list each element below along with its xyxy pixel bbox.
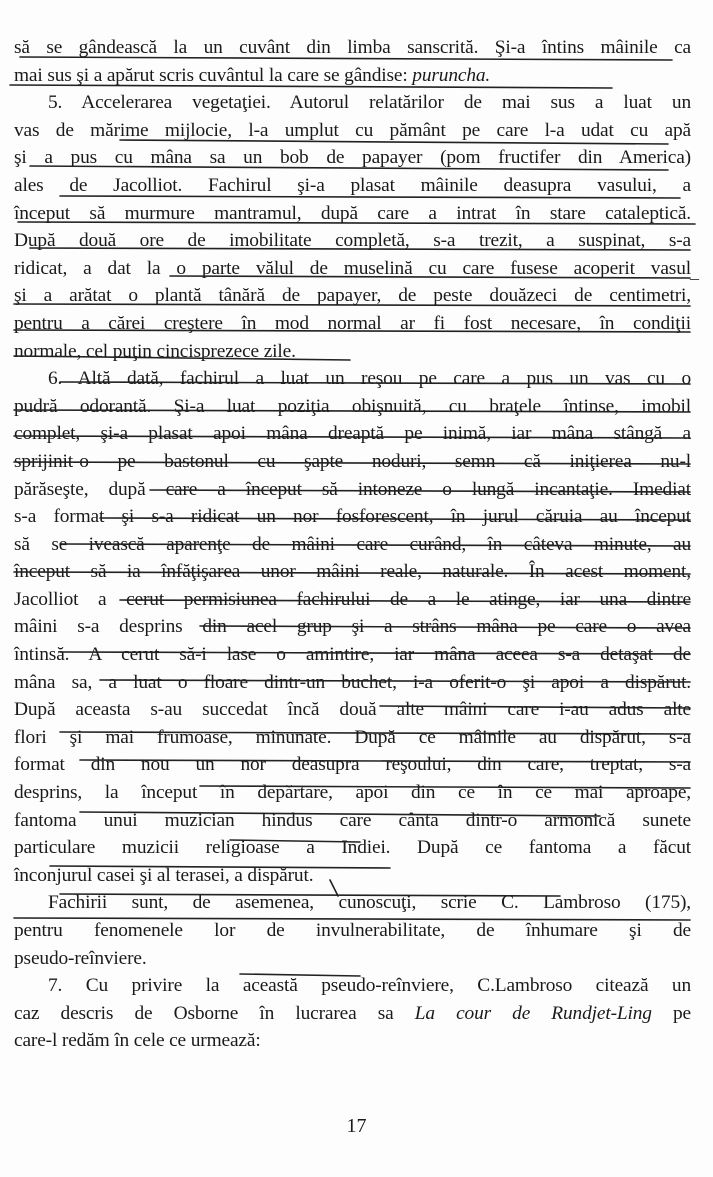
text-line — [14, 641, 691, 669]
text-line-content: pentru fenomenele lor de invulnerabilitate, de înhumare şi de — [14, 920, 691, 941]
text-line — [14, 779, 691, 807]
text-line-content: complet, şi-a plasat apoi mâna dreaptă pe inimă, iar mâna stângă a — [14, 423, 691, 445]
text-line-content: desprins, la început în depărtare, apoi din ce în ce mai aproape, — [14, 782, 691, 804]
page-number: 17 — [346, 1115, 367, 1137]
text-line — [14, 144, 691, 172]
text-line-content: 7. Cu privire la această pseudo-reînviere, C.Lambroso citează un — [48, 975, 691, 997]
body-text — [14, 34, 691, 1055]
text-line-content: pseudo-reînviere. — [14, 947, 147, 969]
text-line — [14, 613, 691, 641]
margin-mark: – — [690, 268, 699, 288]
text-line-content: caz descris de Osborne în lucrarea sa — [14, 1002, 415, 1024]
text-line — [14, 917, 691, 945]
text-line-content: mai sus şi a apărut scris cuvântul la care se gândise: — [14, 64, 413, 86]
text-line — [14, 420, 691, 448]
text-line-content: flori şi mai frumoase, minunate. După ce mâinile au dispărut, s-a — [14, 726, 691, 748]
text-line-content: şi a arătat o plantă tânără de papayer, de peste douăzeci de centimetri, — [14, 285, 691, 307]
text-line-content: şi a pus cu mâna sa un bob de papayer (pom fructifer din America) — [14, 147, 691, 169]
text-line-content: început să ia înfăţişarea unor mâini reale, naturale. În acest moment, — [14, 561, 691, 583]
text-line — [14, 889, 691, 917]
text-line-content: 5. Accelerarea vegetaţiei. Autorul relatărilor de mai sus a luat un — [48, 92, 691, 114]
text-line — [14, 558, 691, 586]
text-line — [14, 310, 691, 338]
text-line-content: să se gândească la un cuvânt din limba sanscrită. Şi-a întins mâinile ca — [14, 37, 691, 58]
text-line-content: înconjurul casei şi al terasei, a dispărut. — [14, 864, 314, 886]
text-line — [14, 62, 691, 90]
text-line — [14, 282, 691, 310]
text-line-content: părăseşte, după care a început să intoneze o lungă incantaţie. Imediat — [14, 478, 691, 500]
text-line-content: s-a format şi s-a ridicat un nor fosforescent, în jurul căruia au început — [14, 506, 691, 528]
italic-title: La cour de Rundjet-Ling — [414, 1002, 652, 1024]
text-line — [14, 531, 691, 559]
text-line — [14, 476, 691, 504]
text-line — [14, 503, 691, 531]
text-line-content: vas de mărime mijlocie, l-a umplut cu pământ pe care l-a udat cu apă — [14, 119, 691, 141]
text-line-content: După aceasta s-au succedat încă două alte mâini care i-au adus alte — [14, 699, 691, 721]
text-line — [14, 724, 691, 752]
text-line-content: normale, cel puţin cincisprezece zile. — [14, 340, 296, 362]
text-line-content: Jacolliot a cerut permisiunea fachirului de a le atinge, iar una dintre — [14, 588, 691, 610]
text-line — [14, 393, 691, 421]
text-line-content: mâini s-a desprins din acel grup şi a strâns mâna pe care o avea — [14, 616, 691, 638]
text-line — [14, 117, 691, 145]
text-line-content: ales de Jacolliot. Fachirul şi-a plasat mâinile deasupra vasului, a — [14, 174, 691, 196]
text-line — [14, 365, 691, 393]
text-line — [14, 1027, 691, 1055]
text-line — [14, 200, 691, 228]
text-line — [14, 669, 691, 697]
text-line-content: pudră odorantă. Şi-a luat poziţia obişnuită, cu braţele întinse, imobil — [14, 395, 691, 417]
text-line-content: pentru a cărei creştere în mod normal ar fi fost necesare, în condiţii — [14, 312, 691, 334]
text-line-content: 6. Altă dată, fachirul a luat un reşou pe care a pus un vas cu o — [48, 368, 691, 390]
text-line — [14, 972, 691, 1000]
text-line-content: Fachirii sunt, de asemenea, cunoscuţi, scrie C. Lambroso (175), — [48, 892, 691, 914]
text-line — [14, 945, 691, 973]
text-line — [14, 751, 691, 779]
text-line-tail: pe — [651, 1002, 691, 1024]
text-line — [14, 89, 691, 117]
text-line — [14, 172, 691, 200]
text-line-content: mâna sa, a luat o floare dintr-un buchet, i-a oferit-o şi apoi a dispărut. — [14, 671, 691, 693]
text-line — [14, 834, 691, 862]
text-line — [14, 696, 691, 724]
text-line — [14, 448, 691, 476]
text-line-content: fantoma unui muzician hindus care cânta dintr-o armonică sunete — [14, 809, 691, 831]
text-line-content: particulare muzicii religioase a Indiei. După ce fantoma a făcut — [14, 837, 691, 859]
text-line-content: ridicat, a dat la o parte vălul de muselină cu care fusese acoperit vasul — [14, 257, 691, 279]
text-line-content: După două ore de imobilitate completă, s-a trezit, a suspinat, s-a — [14, 230, 691, 252]
text-line — [14, 1000, 691, 1028]
text-line-content: care-l redăm în cele ce urmează: — [14, 1030, 261, 1052]
italic-title: puruncha. — [412, 64, 491, 86]
text-line-content: întinsă. A cerut să-i lase o amintire, iar mâna aceea s-a detaşat de — [14, 644, 691, 666]
text-line — [14, 586, 691, 614]
text-line — [14, 862, 691, 890]
text-line-content: început să murmure mantramul, după care a intrat în stare cataleptică. — [14, 202, 691, 224]
text-line-content: format din nou un nor deasupra reşoului, din care, treptat, s-a — [14, 754, 691, 776]
text-line — [14, 255, 691, 283]
text-line — [14, 34, 691, 62]
text-line — [14, 338, 691, 366]
text-line — [14, 807, 691, 835]
text-line — [14, 227, 691, 255]
text-line-content: să se ivească aparenţe de mâini care curând, în câteva minute, au — [14, 533, 691, 555]
text-line-content: sprijinit-o pe bastonul cu şapte noduri, semn că iniţierea nu-l — [14, 450, 691, 472]
